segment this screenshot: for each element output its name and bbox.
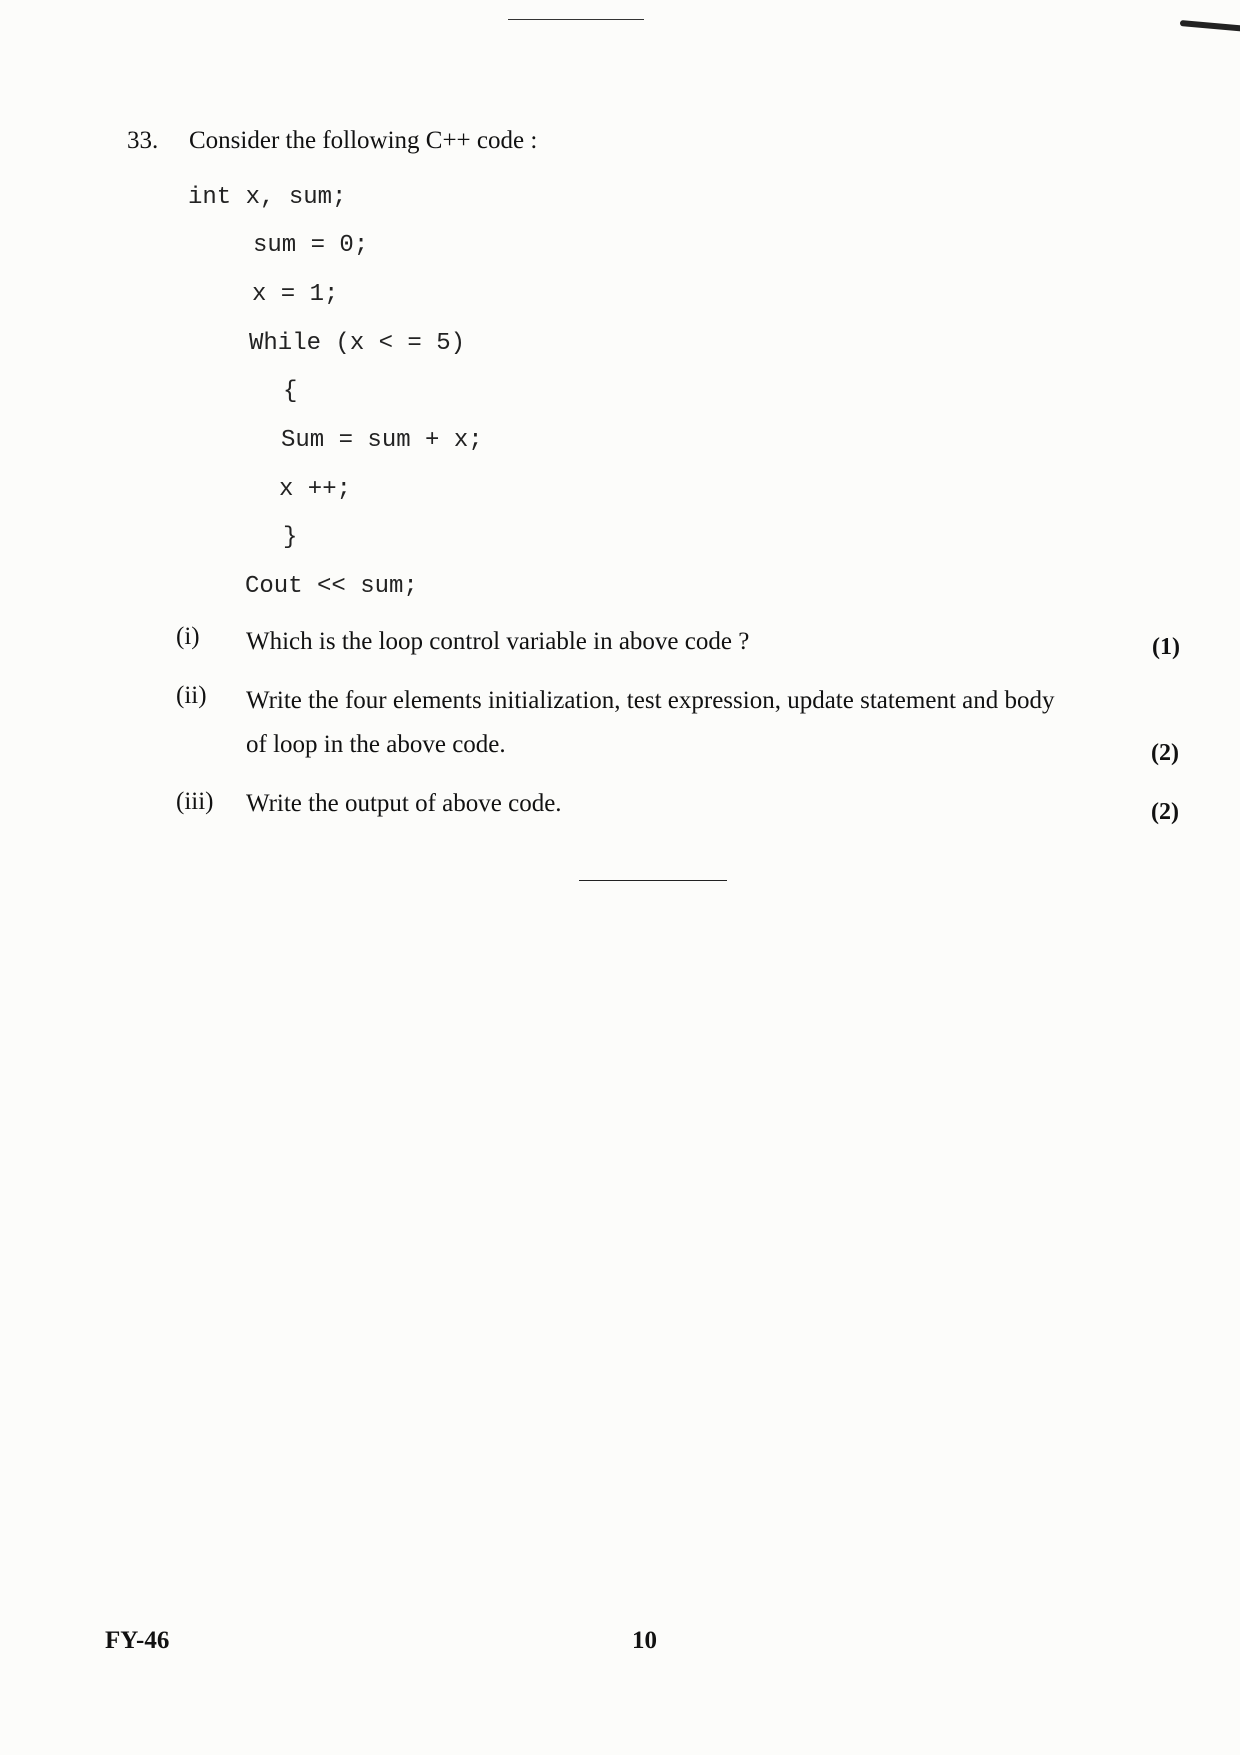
top-rule (508, 19, 644, 20)
code-line: } (283, 524, 298, 551)
question-intro: Consider the following C++ code : (189, 127, 538, 154)
sub-question-label: (i) (176, 623, 200, 650)
marks: (1) (1152, 634, 1180, 660)
code-line: While (x < = 5) (249, 330, 466, 357)
code-line: int x, sum; (188, 184, 347, 211)
paper-code: FY-46 (105, 1627, 170, 1654)
question-number: 33. (127, 127, 159, 154)
sub-question-label: (ii) (176, 682, 207, 709)
corner-mark (1180, 20, 1240, 32)
sub-question-text: Write the four elements initialization, test expression, update statement and body (246, 687, 1055, 714)
marks: (2) (1151, 740, 1179, 766)
sub-question-text: Which is the loop control variable in above code ? (246, 628, 750, 655)
code-line: Sum = sum + x; (281, 427, 483, 454)
sub-question-text: of loop in the above code. (246, 731, 506, 758)
sub-question-label: (iii) (176, 788, 214, 815)
sub-question-text: Write the output of above code. (246, 790, 562, 817)
marks: (2) (1151, 799, 1179, 825)
code-line: Cout << sum; (245, 573, 418, 600)
code-line: sum = 0; (253, 232, 369, 259)
code-line: { (283, 378, 298, 405)
page-number: 10 (632, 1627, 657, 1654)
end-rule (579, 880, 727, 881)
code-line: x = 1; (252, 281, 339, 308)
code-line: x ++; (279, 476, 352, 503)
